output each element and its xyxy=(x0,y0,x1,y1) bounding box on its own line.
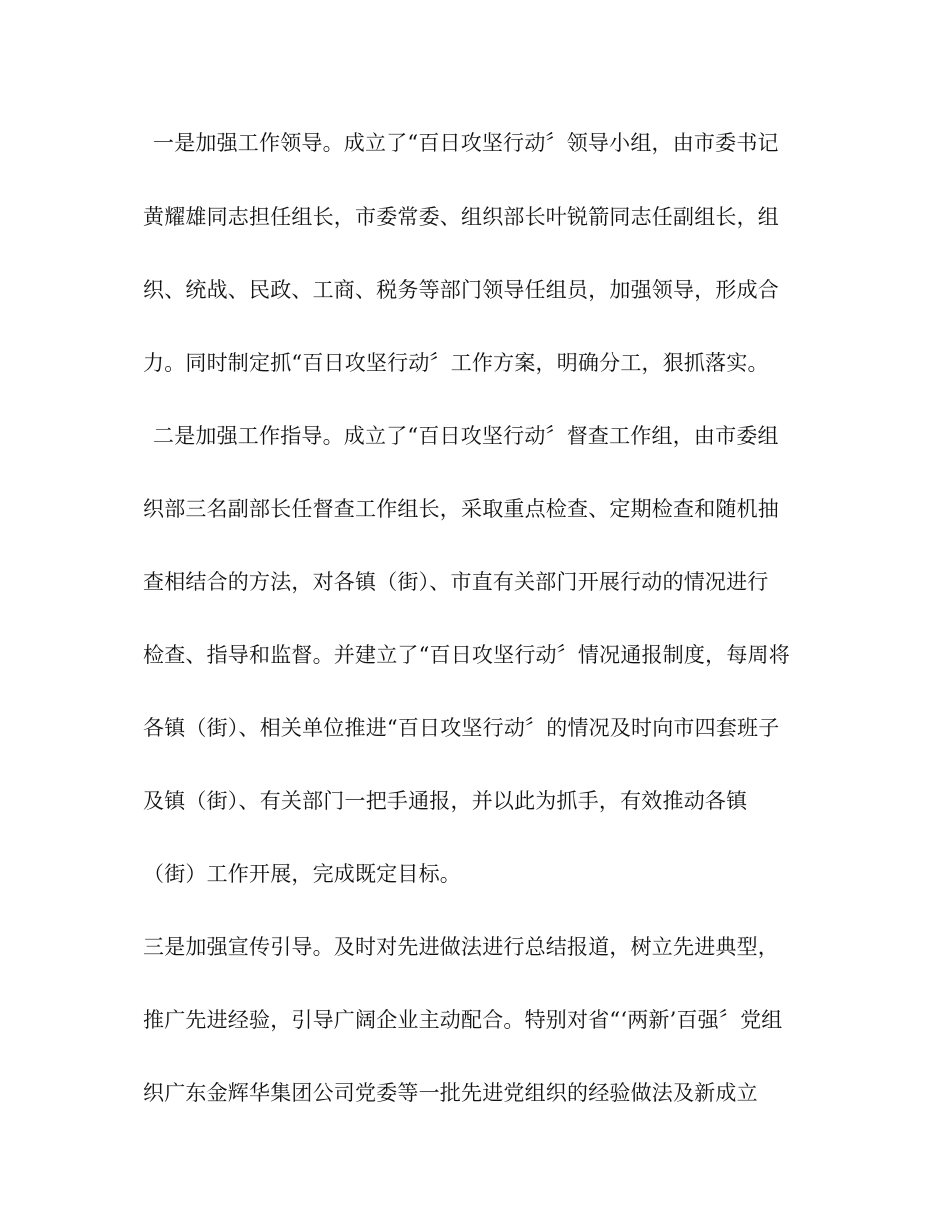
paragraph-2-line-1: 二是加强工作指导。成立了“百日攻坚行动〞督查工作组，由市委组 xyxy=(153,424,779,448)
paragraph-3-line-2: 推广先进经验，引导广阔企业主动配合。特别对省“‘两新’百强〞党组 xyxy=(143,1008,783,1032)
paragraph-3-line-3: 织广东金辉华集团公司党委等一批先进党组织的经验做法及新成立 xyxy=(143,1081,758,1105)
paragraph-2-line-3: 查相结合的方法，对各镇（街）、市直有关部门开展行动的情况进行 xyxy=(143,570,769,594)
paragraph-2-line-5: 各镇（街）、相关单位推进“百日攻坚行动〞的情况及时向市四套班子 xyxy=(143,716,780,740)
paragraph-2-line-4: 检查、指导和监督。并建立了“百日攻坚行动〞情况通报制度，每周将 xyxy=(143,643,790,667)
paragraph-2-line-7: （街）工作开展，完成既定目标。 xyxy=(143,862,461,886)
paragraph-1-line-3: 织、统战、民政、工商、税务等部门领导任组员，加强领导，形成合 xyxy=(143,278,779,302)
paragraph-2-line-2: 织部三名副部长任督查工作组长，采取重点检查、定期检查和随机抽 xyxy=(143,497,779,521)
paragraph-3-line-1: 三是加强宣传引导。及时对先进做法进行总结报道，树立先进典型， xyxy=(143,935,779,959)
paragraph-1-line-4: 力。同时制定抓“百日攻坚行动〞工作方案，明确分工，狠抓落实。 xyxy=(143,351,769,375)
paragraph-1-line-1: 一是加强工作领导。成立了“百日攻坚行动〞领导小组，由市委书记 xyxy=(153,131,779,155)
paragraph-2-line-6: 及镇（街）、有关部门一把手通报，并以此为抓手，有效推动各镇 xyxy=(143,789,748,813)
paragraph-1-line-2: 黄耀雄同志担任组长，市委常委、组织部长叶锐箭同志任副组长，组 xyxy=(143,205,779,229)
